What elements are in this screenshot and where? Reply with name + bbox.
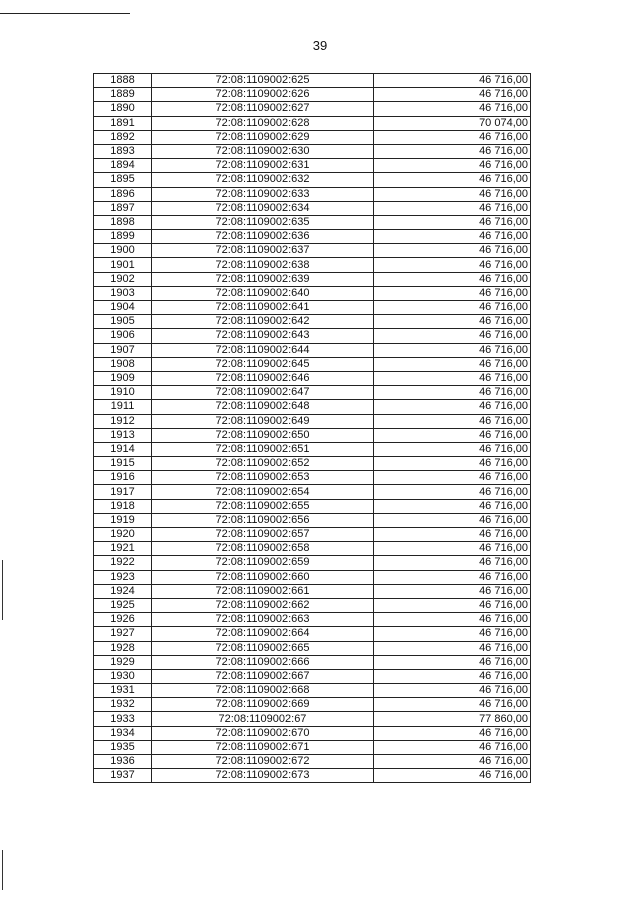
row-number-cell: 1905 bbox=[94, 315, 152, 329]
cadastral-number-cell: 72:08:1109002:625 bbox=[152, 74, 374, 88]
cadastral-number-cell: 72:08:1109002:645 bbox=[152, 357, 374, 371]
amount-cell: 46 716,00 bbox=[374, 173, 531, 187]
cadastral-number-cell: 72:08:1109002:671 bbox=[152, 740, 374, 754]
row-number-cell: 1935 bbox=[94, 740, 152, 754]
amount-cell: 46 716,00 bbox=[374, 187, 531, 201]
row-number-cell: 1897 bbox=[94, 201, 152, 215]
amount-cell: 46 716,00 bbox=[374, 471, 531, 485]
table-row bbox=[94, 357, 531, 371]
row-number-cell: 1909 bbox=[94, 371, 152, 385]
table-row bbox=[94, 301, 531, 315]
amount-cell: 46 716,00 bbox=[374, 655, 531, 669]
row-number-cell: 1907 bbox=[94, 343, 152, 357]
row-number-cell: 1923 bbox=[94, 570, 152, 584]
row-number-cell: 1888 bbox=[94, 74, 152, 88]
table-row bbox=[94, 485, 531, 499]
table-row bbox=[94, 584, 531, 598]
table-row bbox=[94, 740, 531, 754]
cadastral-number-cell: 72:08:1109002:644 bbox=[152, 343, 374, 357]
row-number-cell: 1922 bbox=[94, 556, 152, 570]
row-number-cell: 1891 bbox=[94, 116, 152, 130]
cadastral-number-cell: 72:08:1109002:666 bbox=[152, 655, 374, 669]
cadastral-number-cell: 72:08:1109002:631 bbox=[152, 159, 374, 173]
row-number-cell: 1903 bbox=[94, 286, 152, 300]
row-number-cell: 1928 bbox=[94, 641, 152, 655]
cadastral-number-cell: 72:08:1109002:637 bbox=[152, 244, 374, 258]
table-row bbox=[94, 627, 531, 641]
row-number-cell: 1925 bbox=[94, 598, 152, 612]
cadastral-number-cell: 72:08:1109002:657 bbox=[152, 528, 374, 542]
row-number-cell: 1902 bbox=[94, 272, 152, 286]
row-number-cell: 1901 bbox=[94, 258, 152, 272]
page-number: 39 bbox=[312, 38, 328, 53]
amount-cell: 46 716,00 bbox=[374, 159, 531, 173]
cadastral-number-cell: 72:08:1109002:640 bbox=[152, 286, 374, 300]
amount-cell: 46 716,00 bbox=[374, 244, 531, 258]
amount-cell: 46 716,00 bbox=[374, 130, 531, 144]
amount-cell: 46 716,00 bbox=[374, 315, 531, 329]
table-row bbox=[94, 386, 531, 400]
amount-cell: 46 716,00 bbox=[374, 215, 531, 229]
cadastral-number-cell: 72:08:1109002:672 bbox=[152, 755, 374, 769]
amount-cell: 46 716,00 bbox=[374, 428, 531, 442]
cadastral-number-cell: 72:08:1109002:652 bbox=[152, 457, 374, 471]
amount-cell: 46 716,00 bbox=[374, 485, 531, 499]
table-row bbox=[94, 144, 531, 158]
table-row bbox=[94, 201, 531, 215]
cadastral-number-cell: 72:08:1109002:639 bbox=[152, 272, 374, 286]
table-row bbox=[94, 258, 531, 272]
amount-cell: 46 716,00 bbox=[374, 556, 531, 570]
table-row bbox=[94, 74, 531, 88]
row-number-cell: 1937 bbox=[94, 769, 152, 783]
amount-cell: 46 716,00 bbox=[374, 755, 531, 769]
row-number-cell: 1932 bbox=[94, 698, 152, 712]
row-number-cell: 1914 bbox=[94, 442, 152, 456]
cadastral-table bbox=[93, 73, 531, 783]
amount-cell: 46 716,00 bbox=[374, 769, 531, 783]
cadastral-number-cell: 72:08:1109002:642 bbox=[152, 315, 374, 329]
row-number-cell: 1919 bbox=[94, 513, 152, 527]
table-row bbox=[94, 371, 531, 385]
row-number-cell: 1910 bbox=[94, 386, 152, 400]
cadastral-number-cell: 72:08:1109002:628 bbox=[152, 116, 374, 130]
amount-cell: 46 716,00 bbox=[374, 414, 531, 428]
row-number-cell: 1915 bbox=[94, 457, 152, 471]
row-number-cell: 1896 bbox=[94, 187, 152, 201]
cadastral-number-cell: 72:08:1109002:664 bbox=[152, 627, 374, 641]
table-row bbox=[94, 215, 531, 229]
row-number-cell: 1913 bbox=[94, 428, 152, 442]
cadastral-number-cell: 72:08:1109002:667 bbox=[152, 669, 374, 683]
table-row bbox=[94, 329, 531, 343]
row-number-cell: 1927 bbox=[94, 627, 152, 641]
row-number-cell: 1918 bbox=[94, 499, 152, 513]
cadastral-number-cell: 72:08:1109002:643 bbox=[152, 329, 374, 343]
cadastral-number-cell: 72:08:1109002:660 bbox=[152, 570, 374, 584]
table-row bbox=[94, 230, 531, 244]
row-number-cell: 1895 bbox=[94, 173, 152, 187]
cadastral-number-cell: 72:08:1109002:668 bbox=[152, 684, 374, 698]
amount-cell: 46 716,00 bbox=[374, 258, 531, 272]
cadastral-number-cell: 72:08:1109002:650 bbox=[152, 428, 374, 442]
amount-cell: 46 716,00 bbox=[374, 386, 531, 400]
row-number-cell: 1890 bbox=[94, 102, 152, 116]
cadastral-number-cell: 72:08:1109002:630 bbox=[152, 144, 374, 158]
table-row bbox=[94, 528, 531, 542]
cadastral-number-cell: 72:08:1109002:669 bbox=[152, 698, 374, 712]
amount-cell: 46 716,00 bbox=[374, 513, 531, 527]
amount-cell: 46 716,00 bbox=[374, 613, 531, 627]
table-row bbox=[94, 556, 531, 570]
amount-cell: 46 716,00 bbox=[374, 641, 531, 655]
table-row bbox=[94, 244, 531, 258]
row-number-cell: 1934 bbox=[94, 726, 152, 740]
amount-cell: 46 716,00 bbox=[374, 542, 531, 556]
row-number-cell: 1904 bbox=[94, 301, 152, 315]
table-row bbox=[94, 400, 531, 414]
table-row bbox=[94, 513, 531, 527]
cadastral-number-cell: 72:08:1109002:670 bbox=[152, 726, 374, 740]
amount-cell: 46 716,00 bbox=[374, 102, 531, 116]
cadastral-number-cell: 72:08:1109002:626 bbox=[152, 88, 374, 102]
amount-cell: 46 716,00 bbox=[374, 371, 531, 385]
table-row bbox=[94, 471, 531, 485]
row-number-cell: 1900 bbox=[94, 244, 152, 258]
row-number-cell: 1920 bbox=[94, 528, 152, 542]
row-number-cell: 1936 bbox=[94, 755, 152, 769]
amount-cell: 46 716,00 bbox=[374, 272, 531, 286]
cadastral-number-cell: 72:08:1109002:635 bbox=[152, 215, 374, 229]
cadastral-number-cell: 72:08:1109002:638 bbox=[152, 258, 374, 272]
amount-cell: 46 716,00 bbox=[374, 230, 531, 244]
table-row bbox=[94, 343, 531, 357]
cadastral-number-cell: 72:08:1109002:665 bbox=[152, 641, 374, 655]
row-number-cell: 1906 bbox=[94, 329, 152, 343]
cadastral-number-cell: 72:08:1109002:636 bbox=[152, 230, 374, 244]
amount-cell: 46 716,00 bbox=[374, 400, 531, 414]
table-row bbox=[94, 173, 531, 187]
amount-cell: 46 716,00 bbox=[374, 627, 531, 641]
table-row bbox=[94, 669, 531, 683]
table-row bbox=[94, 159, 531, 173]
row-number-cell: 1930 bbox=[94, 669, 152, 683]
row-number-cell: 1889 bbox=[94, 88, 152, 102]
table-row bbox=[94, 457, 531, 471]
table-row bbox=[94, 755, 531, 769]
row-number-cell: 1916 bbox=[94, 471, 152, 485]
row-number-cell: 1933 bbox=[94, 712, 152, 726]
row-number-cell: 1921 bbox=[94, 542, 152, 556]
scan-edge-mark bbox=[2, 850, 3, 890]
table-row bbox=[94, 187, 531, 201]
table-row bbox=[94, 613, 531, 627]
cadastral-number-cell: 72:08:1109002:648 bbox=[152, 400, 374, 414]
amount-cell: 46 716,00 bbox=[374, 740, 531, 754]
cadastral-number-cell: 72:08:1109002:649 bbox=[152, 414, 374, 428]
amount-cell: 46 716,00 bbox=[374, 598, 531, 612]
amount-cell: 46 716,00 bbox=[374, 74, 531, 88]
cadastral-number-cell: 72:08:1109002:627 bbox=[152, 102, 374, 116]
cadastral-number-cell: 72:08:1109002:646 bbox=[152, 371, 374, 385]
amount-cell: 46 716,00 bbox=[374, 698, 531, 712]
table-row bbox=[94, 499, 531, 513]
amount-cell: 46 716,00 bbox=[374, 528, 531, 542]
amount-cell: 46 716,00 bbox=[374, 343, 531, 357]
amount-cell: 77 860,00 bbox=[374, 712, 531, 726]
amount-cell: 46 716,00 bbox=[374, 570, 531, 584]
table-row bbox=[94, 88, 531, 102]
cadastral-number-cell: 72:08:1109002:653 bbox=[152, 471, 374, 485]
cadastral-number-cell: 72:08:1109002:662 bbox=[152, 598, 374, 612]
table-row bbox=[94, 726, 531, 740]
table-row bbox=[94, 428, 531, 442]
row-number-cell: 1894 bbox=[94, 159, 152, 173]
table-row bbox=[94, 272, 531, 286]
row-number-cell: 1931 bbox=[94, 684, 152, 698]
table-row bbox=[94, 769, 531, 783]
table-row bbox=[94, 655, 531, 669]
row-number-cell: 1893 bbox=[94, 144, 152, 158]
row-number-cell: 1898 bbox=[94, 215, 152, 229]
cadastral-number-cell: 72:08:1109002:661 bbox=[152, 584, 374, 598]
table-row bbox=[94, 102, 531, 116]
table-row bbox=[94, 542, 531, 556]
amount-cell: 46 716,00 bbox=[374, 442, 531, 456]
amount-cell: 46 716,00 bbox=[374, 726, 531, 740]
scan-edge-mark bbox=[2, 560, 3, 620]
amount-cell: 70 074,00 bbox=[374, 116, 531, 130]
amount-cell: 46 716,00 bbox=[374, 301, 531, 315]
table-row bbox=[94, 116, 531, 130]
amount-cell: 46 716,00 bbox=[374, 201, 531, 215]
amount-cell: 46 716,00 bbox=[374, 457, 531, 471]
table-row bbox=[94, 712, 531, 726]
cadastral-number-cell: 72:08:1109002:663 bbox=[152, 613, 374, 627]
cadastral-number-cell: 72:08:1109002:634 bbox=[152, 201, 374, 215]
row-number-cell: 1899 bbox=[94, 230, 152, 244]
amount-cell: 46 716,00 bbox=[374, 499, 531, 513]
cadastral-number-cell: 72:08:1109002:658 bbox=[152, 542, 374, 556]
amount-cell: 46 716,00 bbox=[374, 357, 531, 371]
cadastral-number-cell: 72:08:1109002:629 bbox=[152, 130, 374, 144]
table-row bbox=[94, 598, 531, 612]
row-number-cell: 1911 bbox=[94, 400, 152, 414]
table-row bbox=[94, 130, 531, 144]
cadastral-number-cell: 72:08:1109002:656 bbox=[152, 513, 374, 527]
amount-cell: 46 716,00 bbox=[374, 144, 531, 158]
row-number-cell: 1924 bbox=[94, 584, 152, 598]
table-row bbox=[94, 641, 531, 655]
table-body bbox=[94, 74, 531, 783]
amount-cell: 46 716,00 bbox=[374, 329, 531, 343]
row-number-cell: 1892 bbox=[94, 130, 152, 144]
table-row bbox=[94, 414, 531, 428]
table-row bbox=[94, 698, 531, 712]
cadastral-number-cell: 72:08:1109002:647 bbox=[152, 386, 374, 400]
top-rule bbox=[0, 13, 130, 14]
amount-cell: 46 716,00 bbox=[374, 669, 531, 683]
table-row bbox=[94, 570, 531, 584]
amount-cell: 46 716,00 bbox=[374, 684, 531, 698]
cadastral-number-cell: 72:08:1109002:659 bbox=[152, 556, 374, 570]
cadastral-number-cell: 72:08:1109002:632 bbox=[152, 173, 374, 187]
cadastral-number-cell: 72:08:1109002:641 bbox=[152, 301, 374, 315]
cadastral-number-cell: 72:08:1109002:633 bbox=[152, 187, 374, 201]
row-number-cell: 1917 bbox=[94, 485, 152, 499]
cadastral-number-cell: 72:08:1109002:654 bbox=[152, 485, 374, 499]
cadastral-number-cell: 72:08:1109002:655 bbox=[152, 499, 374, 513]
row-number-cell: 1908 bbox=[94, 357, 152, 371]
row-number-cell: 1926 bbox=[94, 613, 152, 627]
cadastral-number-cell: 72:08:1109002:673 bbox=[152, 769, 374, 783]
row-number-cell: 1912 bbox=[94, 414, 152, 428]
amount-cell: 46 716,00 bbox=[374, 286, 531, 300]
table-row bbox=[94, 315, 531, 329]
table-row bbox=[94, 684, 531, 698]
table-row bbox=[94, 442, 531, 456]
amount-cell: 46 716,00 bbox=[374, 584, 531, 598]
cadastral-number-cell: 72:08:1109002:67 bbox=[152, 712, 374, 726]
table-row bbox=[94, 286, 531, 300]
row-number-cell: 1929 bbox=[94, 655, 152, 669]
cadastral-number-cell: 72:08:1109002:651 bbox=[152, 442, 374, 456]
amount-cell: 46 716,00 bbox=[374, 88, 531, 102]
